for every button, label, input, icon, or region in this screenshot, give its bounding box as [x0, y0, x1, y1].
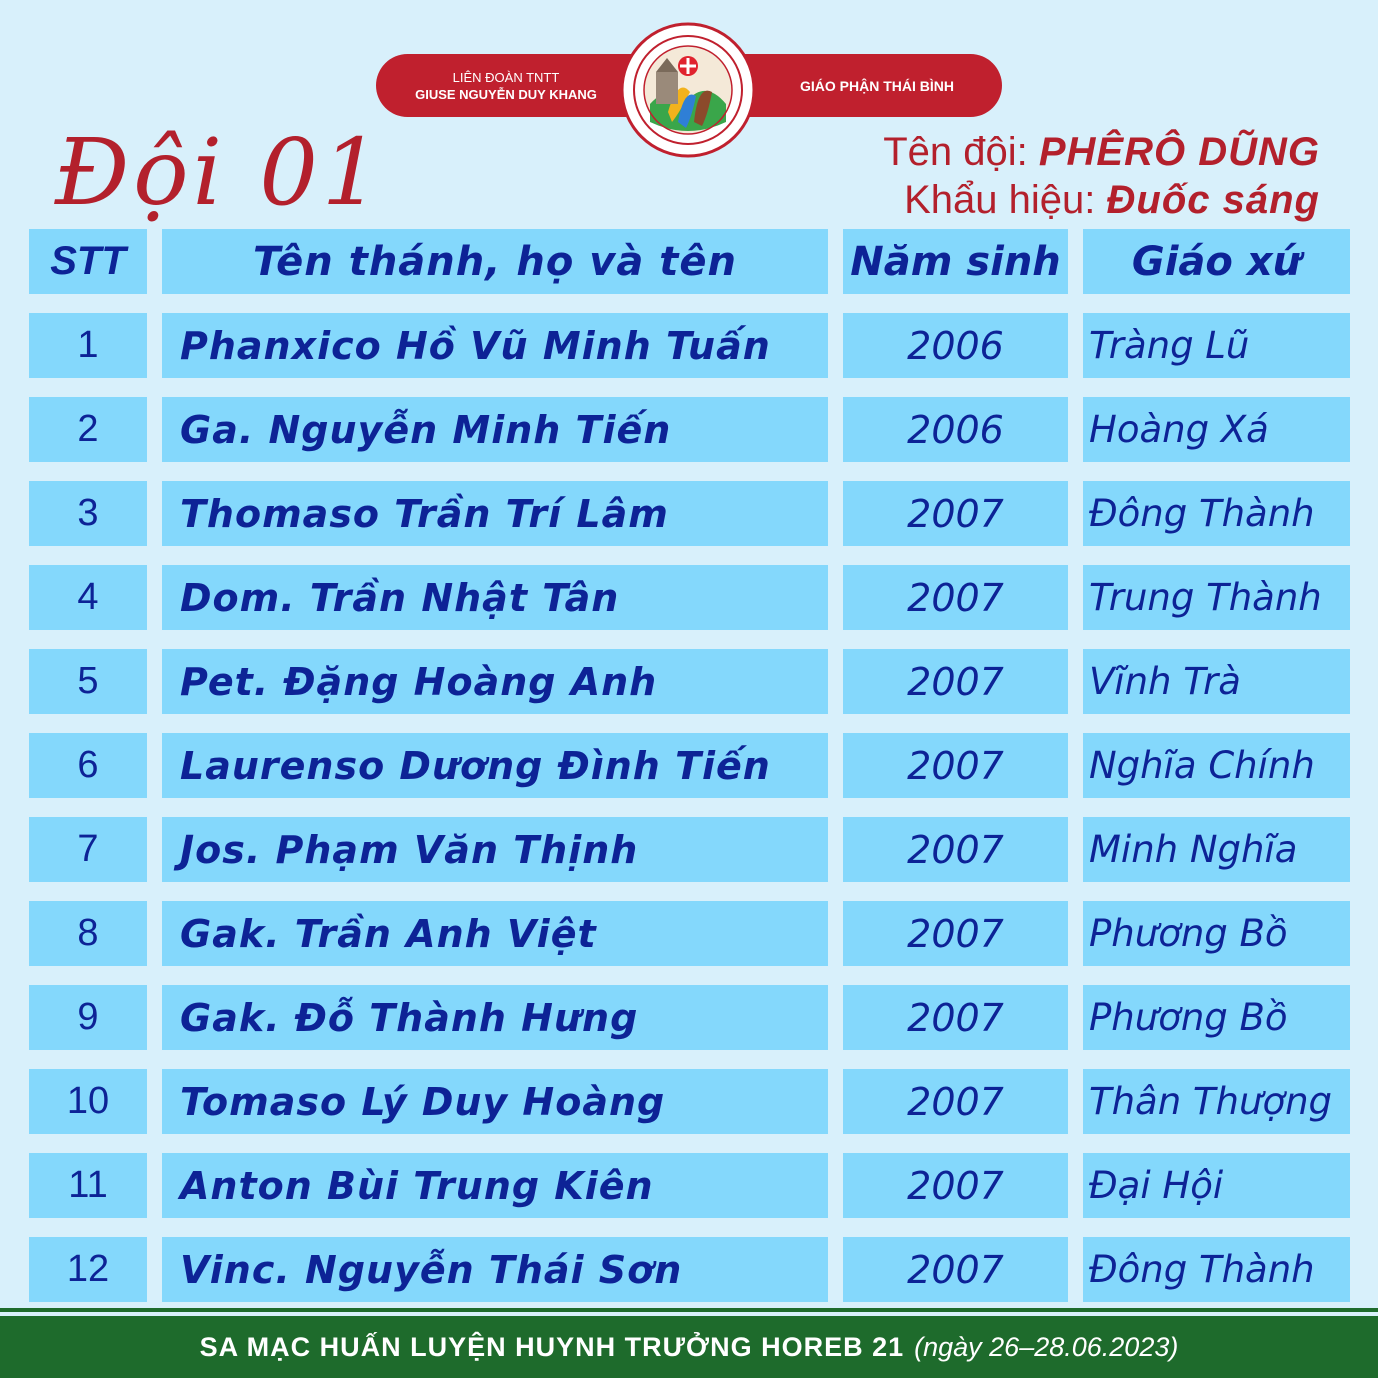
row-1-name: Phanxico Hồ Vũ Minh Tuấn — [162, 313, 828, 378]
row-10-name: Tomaso Lý Duy Hoàng — [162, 1069, 828, 1134]
footer-divider — [0, 1308, 1378, 1312]
row-12-name: Vinc. Nguyễn Thái Sơn — [162, 1237, 828, 1302]
row-12-year: 2007 — [843, 1237, 1068, 1302]
row-8-year: 2007 — [843, 901, 1068, 966]
row-3-stt: 3 — [29, 481, 147, 546]
row-11-parish: Đại Hội — [1083, 1153, 1350, 1218]
row-8-stt: 8 — [29, 901, 147, 966]
row-10-year: 2007 — [843, 1069, 1068, 1134]
row-6-name: Laurenso Dương Đình Tiến — [162, 733, 828, 798]
row-6-parish: Nghĩa Chính — [1083, 733, 1350, 798]
row-2-year: 2006 — [843, 397, 1068, 462]
row-4-name: Dom. Trần Nhật Tân — [162, 565, 828, 630]
row-10-parish: Thân Thượng — [1083, 1069, 1350, 1134]
row-2-name: Ga. Nguyễn Minh Tiến — [162, 397, 828, 462]
team-slogan-line — [883, 176, 1320, 224]
row-10-stt: 10 — [29, 1069, 147, 1134]
team-info — [883, 128, 1320, 224]
row-8-parish: Phương Bồ — [1083, 901, 1350, 966]
row-3-name: Thomaso Trần Trí Lâm — [162, 481, 828, 546]
header-year: Năm sinh — [843, 229, 1068, 294]
header-name: Tên thánh, họ và tên — [162, 229, 828, 294]
row-12-parish: Đông Thành — [1083, 1237, 1350, 1302]
team-name-value: PHÊRÔ DŨNG — [1038, 130, 1320, 174]
row-9-year: 2007 — [843, 985, 1068, 1050]
team-slogan-value: Đuốc sáng — [1106, 178, 1320, 222]
row-4-parish: Trung Thành — [1083, 565, 1350, 630]
row-3-parish: Đông Thành — [1083, 481, 1350, 546]
row-9-stt: 9 — [29, 985, 147, 1050]
row-7-parish: Minh Nghĩa — [1083, 817, 1350, 882]
row-2-parish: Hoàng Xá — [1083, 397, 1350, 462]
emblem-logo-icon — [620, 22, 756, 158]
header-stt: STT — [29, 229, 147, 294]
row-7-year: 2007 — [843, 817, 1068, 882]
row-3-year: 2007 — [843, 481, 1068, 546]
team-name-line — [883, 128, 1320, 176]
row-5-parish: Vĩnh Trà — [1083, 649, 1350, 714]
row-8-name: Gak. Trần Anh Việt — [162, 901, 828, 966]
row-9-name: Gak. Đỗ Thành Hưng — [162, 985, 828, 1050]
banner-org-line1: LIÊN ĐOÀN TNTT — [452, 69, 560, 85]
row-11-stt: 11 — [29, 1153, 147, 1218]
header-parish: Giáo xứ — [1083, 229, 1350, 294]
team-name-label: Tên đội: — [883, 130, 1028, 174]
banner-org-line2: GIUSE NGUYỄN DUY KHANG — [415, 86, 597, 102]
row-11-name: Anton Bùi Trung Kiên — [162, 1153, 828, 1218]
footer-bar — [0, 1316, 1378, 1378]
row-11-year: 2007 — [843, 1153, 1068, 1218]
row-1-year: 2006 — [843, 313, 1068, 378]
row-1-stt: 1 — [29, 313, 147, 378]
row-9-parish: Phương Bồ — [1083, 985, 1350, 1050]
banner-org — [376, 54, 636, 117]
team-number: Đội 01 — [55, 119, 385, 226]
row-2-stt: 2 — [29, 397, 147, 462]
row-1-parish: Tràng Lũ — [1083, 313, 1350, 378]
row-6-year: 2007 — [843, 733, 1068, 798]
row-5-year: 2007 — [843, 649, 1068, 714]
footer-title: SA MẠC HUẤN LUYỆN HUYNH TRƯỞNG HOREB 21 — [199, 1331, 905, 1362]
row-6-stt: 6 — [29, 733, 147, 798]
row-5-stt: 5 — [29, 649, 147, 714]
row-7-name: Jos. Phạm Văn Thịnh — [162, 817, 828, 882]
banner-diocese: GIÁO PHẬN THÁI BÌNH — [800, 77, 954, 94]
row-5-name: Pet. Đặng Hoàng Anh — [162, 649, 828, 714]
footer-date: (ngày 26–28.06.2023) — [914, 1331, 1179, 1362]
row-4-stt: 4 — [29, 565, 147, 630]
row-12-stt: 12 — [29, 1237, 147, 1302]
row-7-stt: 7 — [29, 817, 147, 882]
row-4-year: 2007 — [843, 565, 1068, 630]
team-slogan-label: Khẩu hiệu: — [904, 178, 1096, 222]
